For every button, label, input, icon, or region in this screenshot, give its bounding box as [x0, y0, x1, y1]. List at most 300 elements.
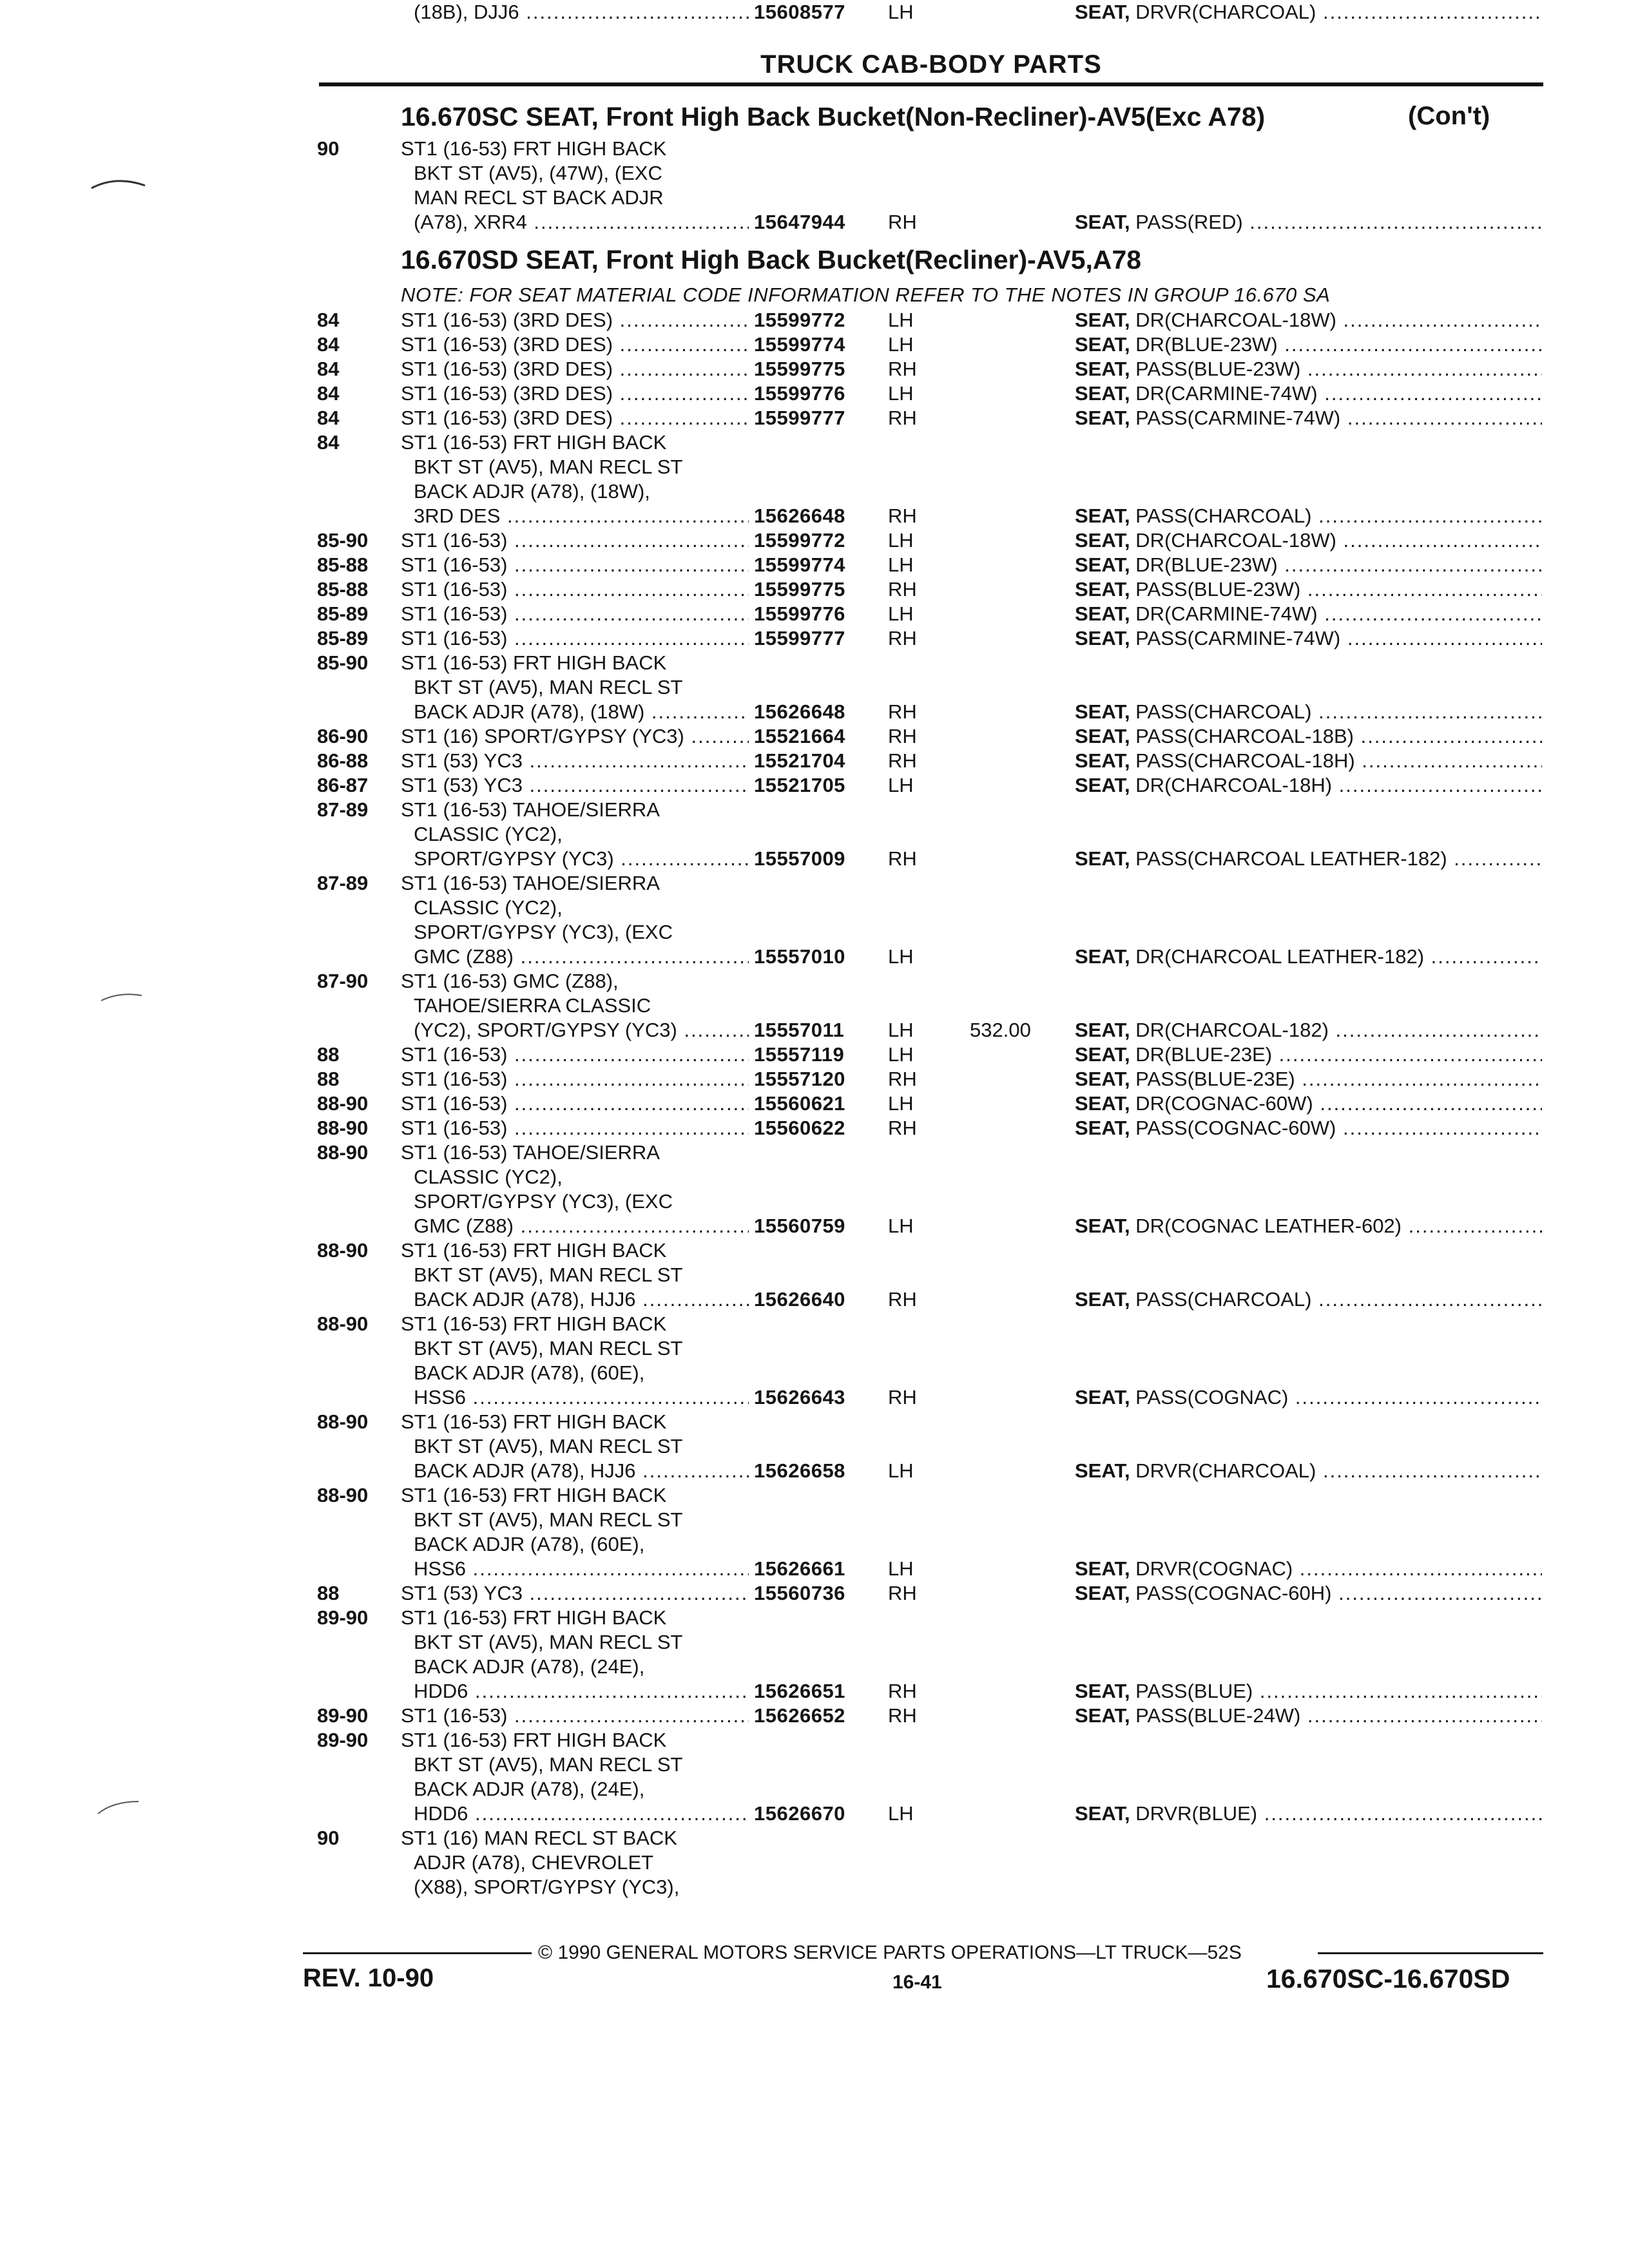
description: ST1 (16-53) GMC (Z88),	[401, 970, 619, 992]
year-range: 84	[317, 382, 340, 405]
part-number: 15599774	[754, 333, 845, 356]
table-row	[0, 553, 1629, 577]
description: CLASSIC (YC2),	[414, 896, 563, 919]
part-number: 15626652	[754, 1704, 845, 1727]
description: ST1 (16-53) FRT HIGH BACK	[401, 1729, 667, 1751]
part-name-detail: PASS(CHARCOAL LEATHER-182)	[1130, 847, 1447, 870]
table-row	[0, 1826, 1629, 1850]
description: 3RD DES .....	[414, 504, 749, 528]
table-row	[0, 1043, 1629, 1067]
part-name-detail: DR(CHARCOAL-182)	[1130, 1019, 1329, 1041]
part-name-prefix: SEAT,	[1075, 309, 1130, 331]
description: ST1 (16-53) .....	[401, 577, 749, 602]
part-name-prefix: SEAT,	[1075, 700, 1130, 723]
year-range: 88-90	[317, 1239, 369, 1262]
table-row	[0, 1777, 1629, 1802]
year-range: 88	[317, 1582, 340, 1604]
part-name-detail: PASS(CHARCOAL-18B)	[1130, 725, 1354, 747]
side-code: LH	[888, 1557, 914, 1580]
description: ST1 (16-53) .....	[401, 1091, 749, 1116]
part-name-prefix: SEAT,	[1075, 1459, 1130, 1482]
side-code: LH	[888, 553, 914, 576]
part-name-detail: PASS(CHARCOAL)	[1130, 1288, 1312, 1311]
description: BKT ST (AV5), MAN RECL ST	[414, 1337, 683, 1360]
description: CLASSIC (YC2),	[414, 823, 563, 845]
year-range: 85-89	[317, 627, 369, 649]
side-code: LH	[888, 774, 914, 796]
description: BACK ADJR (A78), (24E),	[414, 1778, 645, 1800]
side-code: RH	[888, 700, 917, 723]
year-range: 86-88	[317, 749, 369, 772]
part-name-prefix: SEAT,	[1075, 1802, 1130, 1825]
side-code: RH	[888, 211, 917, 233]
table-row	[0, 332, 1629, 357]
part-name	[1075, 773, 1542, 798]
table-row	[0, 1189, 1629, 1214]
table-row	[0, 1606, 1629, 1630]
description: TAHOE/SIERRA CLASSIC	[414, 994, 651, 1017]
side-code: RH	[888, 505, 917, 527]
table-row	[0, 1581, 1629, 1606]
table-row	[0, 1263, 1629, 1287]
side-code: LH	[888, 1215, 914, 1237]
description: ST1 (16-53) .....	[401, 1043, 749, 1067]
part-number: 15557120	[754, 1068, 845, 1090]
description: ST1 (16-53) (3RD DES) .....	[401, 406, 749, 430]
table-row	[0, 186, 1629, 210]
part-name	[1075, 700, 1542, 724]
part-name-prefix: SEAT,	[1075, 407, 1130, 429]
part-number: 15557009	[754, 847, 845, 870]
table-row	[0, 822, 1629, 847]
table-row	[0, 626, 1629, 651]
side-code: LH	[888, 945, 914, 968]
table-row	[0, 1532, 1629, 1557]
part-name-detail: PASS(BLUE-24W)	[1130, 1704, 1301, 1727]
description: ST1 (53) YC3 .....	[401, 773, 749, 798]
table-row	[0, 504, 1629, 528]
table-row	[0, 1287, 1629, 1312]
table-row	[0, 847, 1629, 871]
table-row	[0, 1802, 1629, 1826]
description: ST1 (16-53) TAHOE/SIERRA	[401, 798, 660, 821]
table-row	[0, 651, 1629, 675]
part-number: 15626661	[754, 1557, 845, 1580]
part-name-detail: DR(CHARCOAL LEATHER-182)	[1130, 945, 1425, 968]
description: ST1 (53) YC3 .....	[401, 749, 749, 773]
part-name-prefix: SEAT,	[1075, 1068, 1130, 1090]
table-row	[0, 1483, 1629, 1508]
description: ST1 (16-53) TAHOE/SIERRA	[401, 872, 660, 894]
year-range: 89-90	[317, 1606, 369, 1629]
year-range: 88-90	[317, 1141, 369, 1164]
description: BACK ADJR (A78), (24E),	[414, 1655, 645, 1678]
part-number: 15521704	[754, 749, 845, 772]
part-number: 15626670	[754, 1802, 845, 1825]
part-name-prefix: SEAT,	[1075, 382, 1130, 405]
part-name	[1075, 308, 1542, 332]
table-row	[0, 1140, 1629, 1165]
description: ST1 (16-53) .....	[401, 1704, 749, 1728]
description: BACK ADJR (A78), HJJ6 .....	[414, 1287, 749, 1312]
part-name	[1075, 577, 1542, 602]
part-name-detail: DRVR(COGNAC)	[1130, 1557, 1293, 1580]
table-row	[0, 1336, 1629, 1361]
table-row	[0, 1704, 1629, 1728]
table-row	[0, 577, 1629, 602]
year-range: 90	[317, 1827, 340, 1849]
part-name-prefix: SEAT,	[1075, 945, 1130, 968]
price: 532.00	[970, 1019, 1031, 1041]
side-code: RH	[888, 1704, 917, 1727]
part-number: 15626648	[754, 505, 845, 527]
part-name-prefix: SEAT,	[1075, 1117, 1130, 1139]
part-number: 15599776	[754, 382, 845, 405]
table-row	[0, 1679, 1629, 1704]
description: ST1 (16-53) FRT HIGH BACK	[401, 1606, 667, 1629]
table-row	[0, 1238, 1629, 1263]
part-name	[1075, 1287, 1542, 1312]
description: ST1 (16-53) (3RD DES) .....	[401, 332, 749, 357]
table-row	[0, 406, 1629, 430]
description: ST1 (16-53) TAHOE/SIERRA	[401, 1141, 660, 1164]
table-row	[0, 1753, 1629, 1777]
part-name-prefix: SEAT,	[1075, 1, 1130, 23]
seat-material-note: NOTE: FOR SEAT MATERIAL CODE INFORMATION REFER TO THE NOTES IN GROUP 16.670 SA	[401, 284, 1331, 306]
table-row	[0, 700, 1629, 724]
part-name-detail: DRVR(BLUE)	[1130, 1802, 1258, 1825]
part-number: 15626648	[754, 700, 845, 723]
table-row	[0, 920, 1629, 945]
table-row	[0, 1508, 1629, 1532]
page-number: 16-41	[892, 1972, 942, 1993]
part-number: 15626643	[754, 1386, 845, 1408]
year-range: 85-88	[317, 578, 369, 601]
year-range: 84	[317, 407, 340, 429]
part-name-detail: PASS(BLUE-23W)	[1130, 578, 1301, 601]
part-name	[1075, 945, 1542, 969]
part-name	[1075, 381, 1542, 406]
description: ST1 (16-53) FRT HIGH BACK	[401, 1410, 667, 1433]
part-number: 15608577	[754, 1, 845, 23]
side-code: RH	[888, 1680, 917, 1702]
table-row	[0, 1434, 1629, 1459]
description: SPORT/GYPSY (YC3), (EXC	[414, 1190, 673, 1213]
part-name-prefix: SEAT,	[1075, 529, 1130, 552]
table-row	[0, 1728, 1629, 1753]
description: MAN RECL ST BACK ADJR	[414, 186, 664, 209]
section-heading-16-670sc: 16.670SC SEAT, Front High Back Bucket(Non-Recliner)-AV5(Exc A78)	[401, 102, 1266, 131]
part-name-detail: PASS(CHARCOAL-18H)	[1130, 749, 1355, 772]
table-row	[0, 1875, 1629, 1899]
table-row	[0, 1410, 1629, 1434]
part-name-prefix: SEAT,	[1075, 505, 1130, 527]
part-number: 15626640	[754, 1288, 845, 1311]
part-name	[1075, 1581, 1542, 1606]
header-rule	[319, 82, 1543, 86]
description: BACK ADJR (A78), (18W) .....	[414, 700, 749, 724]
part-number: 15599775	[754, 578, 845, 601]
part-name-detail: DR(BLUE-23W)	[1130, 333, 1278, 356]
description: ST1 (16-53) .....	[401, 528, 749, 553]
part-number: 15599774	[754, 553, 845, 576]
part-name-detail: PASS(CHARCOAL)	[1130, 700, 1312, 723]
part-number: 15626658	[754, 1459, 845, 1482]
part-name-prefix: SEAT,	[1075, 1386, 1130, 1408]
year-range: 87-90	[317, 970, 369, 992]
part-name-prefix: SEAT,	[1075, 1215, 1130, 1237]
description: GMC (Z88) .....	[414, 945, 749, 969]
description: ST1 (16-53) FRT HIGH BACK	[401, 651, 667, 674]
part-name	[1075, 0, 1542, 24]
year-range: 88-90	[317, 1117, 369, 1139]
part-name	[1075, 528, 1542, 553]
table-row	[0, 1361, 1629, 1385]
description: BKT ST (AV5), MAN RECL ST	[414, 456, 683, 478]
table-row	[0, 0, 1629, 24]
description: ST1 (16-53) (3RD DES) .....	[401, 381, 749, 406]
part-name	[1075, 1018, 1542, 1043]
year-range: 86-90	[317, 725, 369, 747]
side-code: LH	[888, 1019, 914, 1041]
side-code: LH	[888, 602, 914, 625]
table-row	[0, 602, 1629, 626]
part-name	[1075, 1067, 1542, 1091]
description: ADJR (A78), CHEVROLET	[414, 1851, 654, 1874]
description: ST1 (16-53) FRT HIGH BACK	[401, 1312, 667, 1335]
table-row	[0, 479, 1629, 504]
description: HSS6 .....	[414, 1385, 749, 1410]
description: HSS6 .....	[414, 1557, 749, 1581]
side-code: LH	[888, 1, 914, 23]
table-row	[0, 1165, 1629, 1189]
part-name-prefix: SEAT,	[1075, 333, 1130, 356]
footer-rule-left	[303, 1952, 532, 1954]
table-row	[0, 357, 1629, 381]
year-range: 85-88	[317, 553, 369, 576]
description: HDD6 .....	[414, 1802, 749, 1826]
part-name	[1075, 626, 1542, 651]
part-name-prefix: SEAT,	[1075, 1288, 1130, 1311]
table-row	[0, 969, 1629, 994]
part-name	[1075, 504, 1542, 528]
page-title: TRUCK CAB-BODY PARTS	[760, 50, 1102, 79]
part-name-detail: DR(BLUE-23E)	[1130, 1043, 1273, 1066]
table-row	[0, 137, 1629, 161]
margin-mark	[97, 1798, 142, 1817]
table-row	[0, 1630, 1629, 1655]
year-range: 84	[317, 431, 340, 454]
part-name-prefix: SEAT,	[1075, 1582, 1130, 1604]
part-name-detail: PASS(CARMINE-74W)	[1130, 627, 1341, 649]
side-code: RH	[888, 407, 917, 429]
year-range: 87-89	[317, 798, 369, 821]
table-row	[0, 1018, 1629, 1043]
table-row	[0, 1655, 1629, 1679]
table-row	[0, 724, 1629, 749]
table-row	[0, 994, 1629, 1018]
year-range: 87-89	[317, 872, 369, 894]
year-range: 88-90	[317, 1092, 369, 1115]
part-name	[1075, 1116, 1542, 1140]
description: (A78), XRR4 .....	[414, 210, 749, 235]
side-code: LH	[888, 333, 914, 356]
table-row	[0, 528, 1629, 553]
table-row	[0, 210, 1629, 235]
part-name-detail: DR(CHARCOAL-18H)	[1130, 774, 1333, 796]
description: ST1 (16-53) FRT HIGH BACK	[401, 137, 667, 160]
footer-rule-right	[1318, 1952, 1543, 1954]
side-code: RH	[888, 1117, 917, 1139]
part-name	[1075, 406, 1542, 430]
part-name-detail: PASS(BLUE-23W)	[1130, 358, 1301, 380]
description: ST1 (16-53) (3RD DES) .....	[401, 357, 749, 381]
year-range: 85-90	[317, 651, 369, 674]
year-range: 88	[317, 1068, 340, 1090]
description: ST1 (16-53) .....	[401, 602, 749, 626]
part-name-prefix: SEAT,	[1075, 847, 1130, 870]
part-name-detail: DRVR(CHARCOAL)	[1130, 1459, 1316, 1482]
description: ST1 (53) YC3 .....	[401, 1581, 749, 1606]
copyright-line: © 1990 GENERAL MOTORS SERVICE PARTS OPERATIONS—LT TRUCK—52S	[538, 1942, 1242, 1963]
table-row	[0, 1459, 1629, 1483]
table-row	[0, 1116, 1629, 1140]
side-code: RH	[888, 1288, 917, 1311]
description: (YC2), SPORT/GYPSY (YC3) .....	[414, 1018, 749, 1043]
description: ST1 (16-53) FRT HIGH BACK	[401, 1239, 667, 1262]
description: GMC (Z88) .....	[414, 1214, 749, 1238]
year-range: 85-89	[317, 602, 369, 625]
table-row	[0, 1091, 1629, 1116]
part-name-detail: DR(CARMINE-74W)	[1130, 382, 1318, 405]
side-code: LH	[888, 1043, 914, 1066]
part-number: 15557010	[754, 945, 845, 968]
description: ST1 (16-53) .....	[401, 626, 749, 651]
part-name	[1075, 1043, 1542, 1067]
side-code: RH	[888, 847, 917, 870]
side-code: LH	[888, 309, 914, 331]
side-code: RH	[888, 1582, 917, 1604]
description: ST1 (16-53) FRT HIGH BACK	[401, 1484, 667, 1506]
part-name	[1075, 1385, 1542, 1410]
part-name-detail: DR(COGNAC LEATHER-602)	[1130, 1215, 1402, 1237]
part-name	[1075, 1459, 1542, 1483]
year-range: 89-90	[317, 1729, 369, 1751]
description: (18B), DJJ6 .....	[414, 0, 749, 24]
part-name-prefix: SEAT,	[1075, 749, 1130, 772]
part-number: 15626651	[754, 1680, 845, 1702]
year-range: 84	[317, 309, 340, 331]
description: BKT ST (AV5), MAN RECL ST	[414, 1264, 683, 1286]
part-name-detail: PASS(RED)	[1130, 211, 1243, 233]
side-code: RH	[888, 725, 917, 747]
part-name-prefix: SEAT,	[1075, 1043, 1130, 1066]
table-row	[0, 1312, 1629, 1336]
year-range: 85-90	[317, 529, 369, 552]
year-range: 88	[317, 1043, 340, 1066]
part-number: 15557119	[754, 1043, 845, 1066]
part-name-detail: PASS(BLUE)	[1130, 1680, 1253, 1702]
year-range: 88-90	[317, 1410, 369, 1433]
description: BKT ST (AV5), MAN RECL ST	[414, 1435, 683, 1457]
table-row	[0, 1067, 1629, 1091]
year-range: 84	[317, 333, 340, 356]
description: SPORT/GYPSY (YC3) .....	[414, 847, 749, 871]
part-number: 15521664	[754, 725, 845, 747]
part-number: 15557011	[754, 1019, 845, 1041]
part-name	[1075, 1557, 1542, 1581]
side-code: LH	[888, 1459, 914, 1482]
part-name-prefix: SEAT,	[1075, 578, 1130, 601]
description: ST1 (16) SPORT/GYPSY (YC3) .....	[401, 724, 749, 749]
part-name-prefix: SEAT,	[1075, 602, 1130, 625]
side-code: RH	[888, 627, 917, 649]
year-range: 88-90	[317, 1484, 369, 1506]
side-code: RH	[888, 1386, 917, 1408]
side-code: LH	[888, 382, 914, 405]
table-row	[0, 1850, 1629, 1875]
table-row	[0, 675, 1629, 700]
part-name-prefix: SEAT,	[1075, 211, 1130, 233]
part-name	[1075, 357, 1542, 381]
part-name-prefix: SEAT,	[1075, 1092, 1130, 1115]
part-name-detail: DR(CHARCOAL-18W)	[1130, 529, 1336, 552]
part-name-prefix: SEAT,	[1075, 553, 1130, 576]
description: BKT ST (AV5), MAN RECL ST	[414, 1631, 683, 1653]
part-name-detail: DR(COGNAC-60W)	[1130, 1092, 1313, 1115]
part-name-prefix: SEAT,	[1075, 627, 1130, 649]
side-code: LH	[888, 1802, 914, 1825]
margin-mark	[90, 174, 148, 193]
side-code: RH	[888, 1068, 917, 1090]
part-number: 15599772	[754, 309, 845, 331]
part-name-prefix: SEAT,	[1075, 774, 1130, 796]
table-row	[0, 749, 1629, 773]
part-name-prefix: SEAT,	[1075, 1680, 1130, 1702]
part-name	[1075, 1802, 1542, 1826]
description: ST1 (16) MAN RECL ST BACK	[401, 1827, 677, 1849]
table-row	[0, 381, 1629, 406]
part-name-detail: PASS(COGNAC)	[1130, 1386, 1289, 1408]
table-row	[0, 1385, 1629, 1410]
description: ST1 (16-53) (3RD DES) .....	[401, 308, 749, 332]
table-row	[0, 1557, 1629, 1581]
description: BACK ADJR (A78), HJJ6 .....	[414, 1459, 749, 1483]
side-code: RH	[888, 578, 917, 601]
part-number: 15560621	[754, 1092, 845, 1115]
side-code: LH	[888, 529, 914, 552]
description: BKT ST (AV5), MAN RECL ST	[414, 1508, 683, 1531]
description: CLASSIC (YC2),	[414, 1166, 563, 1188]
year-range: 89-90	[317, 1704, 369, 1727]
continued-label: (Con't)	[1408, 102, 1490, 130]
part-name	[1075, 602, 1542, 626]
part-number: 15599776	[754, 602, 845, 625]
part-name-detail: PASS(CARMINE-74W)	[1130, 407, 1341, 429]
part-name-detail: PASS(BLUE-23E)	[1130, 1068, 1295, 1090]
table-row	[0, 455, 1629, 479]
description: BKT ST (AV5), (47W), (EXC	[414, 162, 662, 184]
part-name-prefix: SEAT,	[1075, 1557, 1130, 1580]
year-range: 90	[317, 137, 340, 160]
description: ST1 (16-53) .....	[401, 553, 749, 577]
margin-mark	[100, 989, 145, 1004]
side-code: RH	[888, 358, 917, 380]
description: BACK ADJR (A78), (60E),	[414, 1533, 645, 1555]
part-name	[1075, 553, 1542, 577]
part-name-detail: DR(CARMINE-74W)	[1130, 602, 1318, 625]
part-name	[1075, 847, 1542, 871]
